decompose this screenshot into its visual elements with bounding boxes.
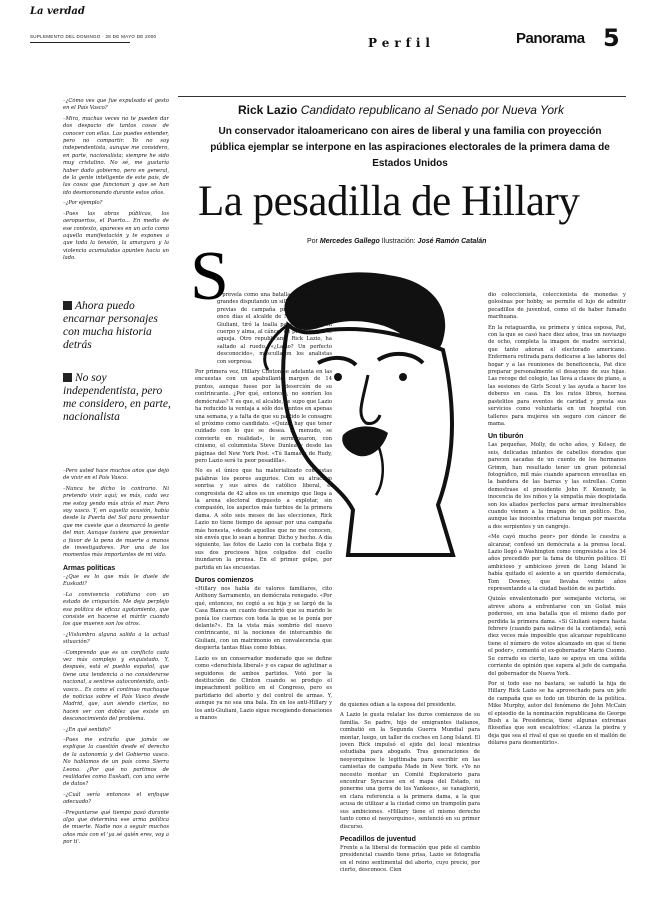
left-column bbox=[63, 98, 169, 288]
paragraph: «Me cayó mucho peor» por dónde le cuestra a alcanzar, confesó un demócrata a la prensa local. Lazio llegó a Washington como congresista a los 34 años precedido por la fama de tiburón político. El ambicioso y ambicioso joven de Long Island le había quitado el asiento a un querido demócrata, Tom Downey, que llevaba veinte años representando a la ciudad bastión de su partido. bbox=[488, 534, 626, 593]
illustrator: José Ramón Catalán bbox=[417, 238, 487, 245]
kicker-name: Rick Lazio bbox=[238, 103, 298, 117]
paragraph: –Comprendo que es un conflicto cada vez más complejo y enquistado. Y, después, está el pueblo español, que tiene una tendencia a no considerarse nacional, a sentirse autocontenido, anti-vasco... Es como el continuo machaque de noticias sobre el País Vasco desde Madrid, que, aun siendo ciertas, no hacen ver con doblez que existe un desconocimiento del problema. bbox=[63, 649, 169, 723]
subhead: Duros comienzos bbox=[195, 577, 254, 585]
paragraph: –Preguntarse qué tiempo pasó durante algo que determina ese arma política de muerte. Nadie nos a seguir muchos años más con el 'ya sé quién eres, voy a por ti'. bbox=[63, 809, 169, 846]
paragraph: –¿Vislumbra alguna salida a la actual situación? bbox=[63, 631, 169, 646]
paragraph: –¿Que es lo que más le duele de Euskadi? bbox=[63, 573, 169, 588]
left-column-lower bbox=[63, 468, 169, 888]
edition-line: SUPLEMENTO DEL DOMINGO · 28 DE MAYO DE 2000 bbox=[30, 34, 157, 39]
paragraph: –La convivencia cotidiana con un estado de crispación. Me deja perplejo esa política de eficaz agotamiento, que consiste en hacerse el mártir cuando los que mueren son los otros. bbox=[63, 591, 169, 628]
paragraph: Frente a la liberal de formación que pide el cambio presidencial cuando tiene prisa, Lazio se fotografía en el reino sentimental del aborto, cuyo precio, por cierto, desconoce. Cien bbox=[340, 844, 480, 874]
paragraph: –Pero usted hace muchos años que dejó de vivir en el País Vasco. bbox=[63, 468, 169, 482]
center-column bbox=[340, 702, 480, 890]
paragraph: –¿Cuál sería entonces el enfoque adecuado? bbox=[63, 791, 169, 806]
paragraph: Quizás envalentonado por semejante victoria, se atreve ahora a enfrentarse con un Goliat más poderoso, en una batalla que el mismo dado por perdida la primera dama. «Si Giuliani espera hasta febrero (cuando para salirse de la contienda), será diez veces más imposible que alcanzar republicano tiene el número de votos alcanzado en que sí tiene el poder», comentó el ex-gobernador Mario Cuomo. Su cerrado es cierto, lazo se apoya en una sólida corriente de opinión que supera al jefe de campaña del gobernador de Nueva York. bbox=[488, 596, 626, 677]
deck: Un conservador italoamericano con aires de liberal y una familia con proyección pública ejemplar se interpone en las aspiraciones electorales de la primera dama de Estados Unidos bbox=[210, 126, 610, 169]
pull-quote-text: No soy independentista, pero me considero, en parte, nacionalista bbox=[63, 372, 171, 423]
paragraph: –¿Por ejemplo? bbox=[63, 200, 103, 207]
drop-cap: S bbox=[190, 238, 229, 315]
paragraph: «Hillary nos habla de valores familiares, cito Anthony Sarramento, un demócrata renegado. «Por qué, entonces, no cogió a su hija y se largó de la Casa Blanca en cuanto descubrió que su marido le ponía los cuernos con toda la que se le ponía por delante?». En la vista más sombrío del nuevo contrincante, ni la nociones de intercambio de Giuliani, con un matrimonio en convalecencia que despierta tantas filias como fobias. bbox=[195, 586, 332, 652]
right-column bbox=[488, 292, 626, 890]
middle-column bbox=[195, 292, 332, 890]
paragraph: –Nunca he dicho lo contrario. Ni pretendo vivir aquí; es más, cada vez me estoy yendo más atrás el mar. Pero soy vasco. Y, en aquella ocasión, había desde la Puerta del Sol para presentar que me cueste que a desmarcó la gente del mar. Aunque tuviera que presentar a favor de la pena de muerte a manos de investigadores. Por una de los momentos más importantes de mi vida. bbox=[63, 485, 169, 559]
pull-quote-text: Ahora puedo encarnar personajes con mucha historia detrás bbox=[63, 300, 158, 351]
paragraph: –¿Cómo ves que fue expulsado el gesto en el País Vasco? bbox=[63, 98, 169, 112]
paragraph: Lazio es un conservador moderado que se define como «derechista liberal» y es capaz de aglutinar a seguidores de ambos partidos. Votó por la destitución de Clinton cuando se produjo el impeachment político en el Congreso, pero es partidario del aborto y del control de armas. Y, aunque ya no sea una bala. En en los anti-Hillary y los anti-Giuliani, Lazio sigue recogiendo donaciones a manos bbox=[195, 655, 332, 721]
paragraph: e prevela como una batalla de titanes, dos grandes disputando un sillón el Senado con previas de campaña presidencial. Pero, once días el alcalde de Nueva York Rudy Giuliani, tiró la toalla para dedicarse, en cuerpo y alma, al cáncer de próstata que le aqueja. Otro republicano, Rick Lazio, ha saltado al ruedo. «¿Lazio? Un perfecto desconocido», mascullaron los analistas con sorpresa. bbox=[217, 292, 332, 365]
paragraph: No es el único que ha materializado con estas palabras los peores augurios. Con su atractivo sonrisa y sus aires de católico liberal, el congresista de 42 años es un enemigo que llega a la arena electoral dispuesto a explotar, sin compasión, los aspectos más turbios de la primera dama. A sólo seis meses de las elecciones, Rick Lazio no tiene tiempo de aposar por una campaña más honesta, «desde aquellos que no me conocen, sin envés que lo sean a honrar. Dicho y hecho. A día siguiente, las fotos de Lazio con la corbata floja y sus dos preciosos hijos colgados del cuello inundaron la prensa. En el primer golpe, por partida en las encuestas. bbox=[195, 468, 332, 571]
paragraph: A Lazio le gusta relatar los duros comienzos de su familia. Su padre, hijo de emigrantes italianos, combatió en la Segunda Guerra Mundial para montar, luego, un taller de coches en Long Island. El joven Rick impulsó el ejido del local mientras estudiaba para abogado. Tras generaciones de neoyorquinos le legitimaba para escribir en las camisetas de campaña Made in New York. «Yo no necesito montar un Comité Exploratorio para encontrar Syracuse en el mapa del Estado, ni ponerme una gorra de los Yankees», se vanaglorió, en clara referencia a la primera dama, a la que acusa de utilizar a la ciudad como un trampolín para sus ambiciones. «Hillary tiene el mismo derecho tanto como el neoyorquino», sentenció en su primer discurso. bbox=[340, 712, 480, 830]
section-label: Perfil bbox=[368, 36, 435, 50]
paragraph: de quienes odian a la esposa del presidente. bbox=[340, 702, 457, 708]
subhead: Un tiburón bbox=[488, 433, 524, 441]
masthead-title: La verdad bbox=[30, 6, 85, 17]
paragraph: Las pequeñas, Molly, de ocho años, y Kelsey, de seis, delicadas infantes de cabellos dorados que parecen sacadas de un cuento de los hermanos Grimm, han resultado tener un gran potencial fotográfico, mil más cuando aparecen envueltas en la bandera de las barras y las estrellas. Como demostrase el presidente John F. Kennedy, la inocencia de los niños y la simpatía más despistada son los aliados perfectos para armar invulnerables cuando vienen a la imagen de un político. Eso, aunque las inocentes criaturas tengan por mascota a dos serpientes y un cangrejo. bbox=[488, 442, 626, 530]
paragraph: En la retaguardia, su primera y única esposa, Pat, con la que se casó hace diez años, tras un noviazgo de ocho, completa la imagen de madre servicial, que tanto añoran el electorado americano. Enfermera retirada para dedicarse a las labores del hogar y a las reuniones de beneficencia, Pat dice preparar personalmente el desayuno de sus hijas. Las recoge del colegio, las lleva a clases de piano, a las sesiones de Girls Scout y las ayuda a hacer los deberes en casa. En los ratos libres, hornea pastelitos para eventos de caridad y presta sus servicios como voluntaria en un hospital con talleres para mujeres sin seguro con cáncer de mama. bbox=[488, 324, 626, 427]
byline-prefix: Por bbox=[307, 238, 318, 245]
byline bbox=[307, 238, 486, 245]
paragraph: –Pues las obras públicas, los aeropuertos, el Puerto... En medio de ese contexto, apareces en un acto como aquella manifestación y te expones a que toda la tensión, la amargura y la violencia acumuladas apunten hacia un lado. bbox=[63, 210, 169, 262]
paragraph: –¿En qué sentido? bbox=[63, 726, 111, 733]
pull-quote-1 bbox=[63, 300, 171, 352]
paragraph: dio coleccionista, coleccionista de monedas y golosinas por hobby, se permite el lujo de admitir pecadillos de juventud, como el de haber fumado marihuana. bbox=[488, 292, 626, 321]
illus-prefix: Ilustración: bbox=[381, 238, 416, 245]
paragraph: Por si todo eso no bastara, se saludó la hija de Hillary Rick Lazio se ha aprovechado para un jefe de campaña que es todo un tiburón de la política. Mike Murphy, autor del fenómeno de John McCain el episodio de la nominación republicana de George Bush a la Presidencia, tiene algunas extremas filosofías que son escalofríos: «Lanza la piedra y deja que sea el rival el que se quede en el mallón de dólares para desmentirlo». bbox=[488, 680, 626, 747]
page-number: 5 bbox=[603, 24, 620, 52]
paragraph: Por primera vez, Hillary Clinton se adelanta en las encuestas con un apabullante margen de 14 puntos, aunque fuese por la deserción de su contrincante. ¿Por qué, entonces, no sonríen los demócratas? Y es que, el alcalde, se supo que Lazio ha reducido la ventaja a sólo dos puntos en apenas una semana, y a falta de que su partido le consagre el próximo como candidato. «Quizá, hay que tener cuidado con lo que se desea. A menudo, se convierte en realidad», le sermonearon, con cinismo, el columnista Steve Dunleavy desde las páginas del New York Post. «Tú llamaste de Rudy, pero Lazio será tu peor pesadilla». bbox=[195, 369, 332, 464]
square-bullet-icon bbox=[63, 301, 72, 310]
paragraph: –Pues me extraña que jamás se explique la cuestión desde el derecho de la autonomía y del Gobierno vasco. No hablamos de un país como Sierra Leona. ¿Por qué no partimos de realidades como Euskadi, con una serie de datos? bbox=[63, 737, 169, 788]
panorama-label: Panorama bbox=[516, 30, 585, 47]
pull-quote-2 bbox=[63, 372, 171, 424]
subhead: Armas políticas bbox=[63, 564, 116, 572]
square-bullet-icon bbox=[63, 373, 72, 382]
kicker-role: Candidato republicano al Senado por Nueva York bbox=[300, 103, 564, 117]
header-rule bbox=[178, 96, 626, 97]
author: Mercedes Gallego bbox=[319, 238, 380, 245]
kicker bbox=[238, 103, 628, 117]
masthead-rule bbox=[30, 42, 130, 43]
paragraph: –Mira, muchas veces no te pueden dar dos despacio de tantos cosas de conocer con ellas. Las puedes entender, pero no compartir. Yo no soy independentista, aunque me considero, en parte, nacionalista; siempre he sido muy cristalino. No sé, me gustaría haber dado gobierno, pero en general, de la gente inteligente de este país, de las cosas que funcionan y que se han ido desmoronando durante estos años. bbox=[63, 115, 169, 196]
subhead: Pecadillos de juventud bbox=[340, 835, 416, 843]
headline: La pesadilla de Hillary bbox=[198, 178, 580, 225]
